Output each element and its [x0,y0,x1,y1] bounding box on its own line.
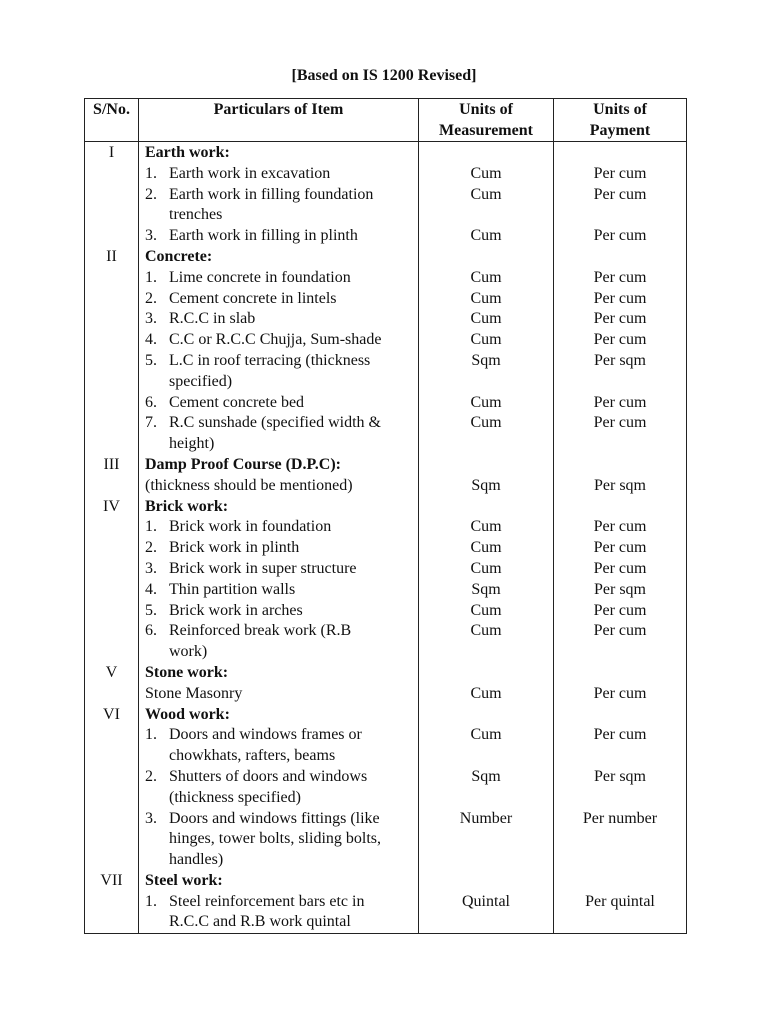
unit-of-measurement: Cum [470,684,502,702]
particulars-line [139,725,418,746]
sno-value [85,185,138,206]
particulars-line [139,559,418,580]
unit-of-payment [554,642,686,663]
particulars-line: work) [169,643,208,661]
sno-value [85,621,138,642]
particulars-line: R.C.C and R.B work quintal [169,913,351,931]
sno-value [85,601,138,622]
item-number: 1. [145,268,157,286]
sno-value [85,434,138,455]
particulars-line [139,185,418,206]
unit-of-payment: Per cum [593,331,647,349]
particulars-line: specified) [169,372,233,390]
header-sno-label: S/No. [93,101,130,118]
item-number: 5. [145,601,157,619]
unit-of-payment: Per cum [593,539,647,557]
sno-value [85,809,138,830]
sno-value [85,746,138,767]
item-text: L.C in roof terracing (thickness [169,351,371,369]
document-title: [Based on IS 1200 Revised] [291,67,477,84]
unit-of-measurement: Cum [470,310,502,328]
unit-of-payment [554,829,686,850]
item-number: 1. [145,518,157,536]
unit-of-measurement: Cum [470,559,502,577]
unit-of-measurement: Number [459,809,513,827]
unit-of-measurement: Sqm [471,476,501,494]
item-number: 6. [145,393,157,411]
item-number: 3. [145,227,157,245]
unit-of-payment: Per cum [593,185,647,203]
unit-of-payment [554,455,686,476]
item-number: 4. [145,580,157,598]
sno-value [85,517,138,538]
unit-of-measurement: Cum [470,227,502,245]
unit-of-measurement [419,372,553,393]
unit-of-payment [554,705,686,726]
sno-value: IV [103,497,120,515]
unit-of-payment [554,850,686,871]
unit-of-payment [554,434,686,455]
sno-value: VII [100,871,123,889]
unit-of-measurement: Cum [470,726,502,744]
item-text: Doors and windows fittings (like [169,809,380,827]
header-units-measurement-line1: Units of [459,101,513,118]
unit-of-measurement [419,663,553,684]
unit-of-measurement [419,829,553,850]
unit-of-payment [554,788,686,809]
unit-of-payment: Per cum [593,268,647,286]
header-units-payment [554,99,687,142]
unit-of-payment [554,247,686,268]
item-text: Steel reinforcement bars etc in [169,892,365,910]
unit-of-payment: Per cum [593,289,647,307]
unit-of-payment: Per cum [593,227,647,245]
sno-value [85,330,138,351]
particulars-line [139,767,418,788]
particulars-line [139,413,418,434]
item-number: 3. [145,559,157,577]
sno-value: II [106,247,117,265]
item-text: Earth work in filling in plinth [169,227,358,245]
unit-of-payment: Per sqm [594,476,646,494]
sno-value [85,351,138,372]
unit-of-measurement [419,247,553,268]
unit-of-measurement [419,788,553,809]
particulars-line: (thickness should be mentioned) [145,476,353,494]
sno-value [85,580,138,601]
unit-of-measurement: Cum [470,414,502,432]
header-units-measurement-line2: Measurement [439,122,533,139]
header-units-payment-line1: Units of [593,101,647,118]
particulars-line: (thickness specified) [169,788,301,806]
item-number: 1. [145,726,157,744]
unit-of-measurement [419,455,553,476]
item-text: Earth work in excavation [169,164,331,182]
sno-value [85,164,138,185]
unit-of-measurement [419,912,553,933]
particulars-line [139,892,418,913]
particulars-line [139,226,418,247]
unit-of-payment [554,372,686,393]
particulars-column [139,142,419,934]
particulars-line [139,393,418,414]
sno-value [85,226,138,247]
unit-of-measurement: Quintal [462,892,510,910]
unit-of-measurement [419,205,553,226]
particulars-line [139,164,418,185]
sno-value [85,725,138,746]
unit-of-payment: Per cum [593,393,647,411]
unit-of-measurement: Sqm [471,767,501,785]
item-text: Brick work in foundation [169,518,332,536]
section-heading: Wood work: [145,705,230,723]
particulars-line [139,580,418,601]
unit-of-measurement [419,746,553,767]
particulars-line [139,517,418,538]
sno-value [85,684,138,705]
unit-of-payment [554,497,686,518]
item-text: R.C.C in slab [169,310,256,328]
sno-value [85,393,138,414]
item-number: 2. [145,185,157,203]
unit-of-payment [554,871,686,892]
unit-of-payment: Per cum [593,310,647,328]
section-heading: Damp Proof Course (D.P.C): [145,455,341,473]
unit-of-measurement: Cum [470,331,502,349]
header-units-payment-line2: Payment [589,122,651,139]
item-text: Thin partition walls [169,580,296,598]
unit-of-payment: Per sqm [594,351,646,369]
unit-of-measurement: Sqm [471,351,501,369]
particulars-line [139,809,418,830]
header-particulars-label: Particulars of Item [213,101,344,118]
unit-of-measurement: Cum [470,268,502,286]
item-number: 5. [145,351,157,369]
sno-value [85,892,138,913]
item-number: 1. [145,164,157,182]
particulars-line [139,289,418,310]
unit-of-payment: Per sqm [594,580,646,598]
sno-value [85,413,138,434]
section-heading: Concrete: [145,247,213,265]
unit-of-payment: Per cum [593,726,647,744]
sno-value [85,205,138,226]
unit-of-measurement: Cum [470,518,502,536]
particulars-line: Stone Masonry [145,684,243,702]
particulars-line: chowkhats, rafters, beams [169,747,336,765]
unit-of-payment: Per cum [593,414,647,432]
item-text: Earth work in filling foundation [169,185,374,203]
unit-of-payment [554,746,686,767]
particulars-line: handles) [169,851,224,869]
unit-of-measurement [419,850,553,871]
sno-column [85,142,139,934]
item-number: 4. [145,331,157,349]
unit-of-measurement: Cum [470,185,502,203]
item-number: 2. [145,289,157,307]
unit-of-measurement: Sqm [471,580,501,598]
sno-value [85,372,138,393]
unit-of-measurement [419,143,553,164]
particulars-line [139,601,418,622]
particulars-line [139,309,418,330]
unit-of-measurement [419,871,553,892]
unit-of-measurement: Cum [470,601,502,619]
unit-of-measurement: Cum [470,539,502,557]
sno-value: III [103,455,120,473]
unit-of-payment: Per quintal [585,892,655,910]
sno-value [85,788,138,809]
header-units-measurement [419,99,554,142]
unit-of-measurement: Cum [470,164,502,182]
unit-of-payment [554,143,686,164]
unit-of-payment [554,663,686,684]
unit-of-measurement: Cum [470,289,502,307]
particulars-line [139,621,418,642]
item-text: Brick work in super structure [169,559,357,577]
unit-of-payment: Per cum [593,518,647,536]
item-text: Doors and windows frames or [169,726,362,744]
items-table [84,98,687,934]
particulars-line [139,351,418,372]
item-text: Brick work in arches [169,601,303,619]
unit-of-measurement: Cum [470,622,502,640]
section-heading: Stone work: [145,663,229,681]
item-number: 2. [145,539,157,557]
unit-of-payment: Per cum [593,622,647,640]
particulars-line [139,330,418,351]
item-number: 3. [145,809,157,827]
header-sno [85,99,139,142]
unit-of-measurement: Cum [470,393,502,411]
sno-value [85,289,138,310]
item-text: Cement concrete in lintels [169,289,337,307]
unit-of-payment: Per cum [593,601,647,619]
sno-value [85,476,138,497]
item-text: Shutters of doors and windows [169,767,368,785]
item-number: 1. [145,892,157,910]
section-heading: Brick work: [145,497,229,515]
item-number: 3. [145,310,157,328]
unit-of-payment: Per cum [593,164,647,182]
unit-of-payment: Per number [582,809,658,827]
section-heading: Earth work: [145,144,230,161]
sno-value [85,829,138,850]
units-measurement-column [419,142,554,934]
particulars-line: hinges, tower bolts, sliding bolts, [169,830,381,848]
item-text: Reinforced break work (R.B [169,622,352,640]
unit-of-measurement [419,705,553,726]
table-body-row [85,142,687,934]
header-row [85,99,687,142]
particulars-line [139,268,418,289]
unit-of-payment: Per cum [593,559,647,577]
item-number: 6. [145,622,157,640]
unit-of-measurement [419,642,553,663]
sno-value [85,912,138,933]
item-text: R.C sunshade (specified width & [169,414,381,432]
sno-value [85,642,138,663]
sno-value: V [105,663,118,681]
unit-of-payment: Per sqm [594,767,646,785]
item-text: Brick work in plinth [169,539,300,557]
unit-of-measurement [419,497,553,518]
sno-value: VI [103,705,120,723]
particulars-line [139,538,418,559]
section-heading: Steel work: [145,871,223,889]
header-particulars [139,99,419,142]
sno-value [85,538,138,559]
item-number: 2. [145,767,157,785]
particulars-line: height) [169,435,215,453]
sno-value: I [108,144,115,161]
item-text: Cement concrete bed [169,393,305,411]
unit-of-payment: Per cum [593,684,647,702]
item-number: 7. [145,414,157,432]
sno-value [85,767,138,788]
unit-of-payment [554,205,686,226]
sno-value [85,268,138,289]
units-payment-column [554,142,687,934]
sno-value [85,309,138,330]
sno-value [85,850,138,871]
unit-of-payment [554,912,686,933]
item-text: Lime concrete in foundation [169,268,351,286]
particulars-line: trenches [169,206,223,224]
item-text: C.C or R.C.C Chujja, Sum-shade [169,331,382,349]
unit-of-measurement [419,434,553,455]
sno-value [85,559,138,580]
